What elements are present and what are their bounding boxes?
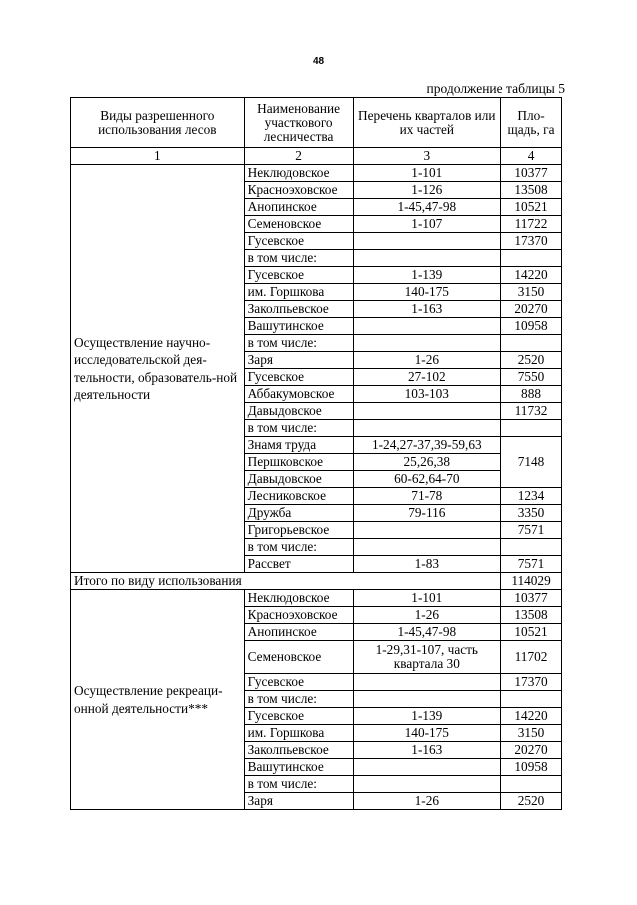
area-cell: 20270: [501, 301, 562, 318]
area-cell: [501, 420, 562, 437]
table-header-row: [71, 98, 562, 148]
quarters-cell: 140-175: [353, 284, 501, 301]
area-cell: [501, 539, 562, 556]
area-cell: 17370: [501, 674, 562, 691]
area-cell: 17370: [501, 233, 562, 250]
usage-type-cell: Осуществление научно-исследовательской дея-тельности, образователь-ной деятельности: [71, 165, 245, 573]
quarters-cell: 71-78: [353, 488, 501, 505]
column-number: 2: [244, 148, 353, 165]
column-number: 4: [501, 148, 562, 165]
area-cell: 3150: [501, 284, 562, 301]
forestry-cell: Дружба: [244, 505, 353, 522]
forestry-cell: в том числе:: [244, 691, 353, 708]
forestry-cell: в том числе:: [244, 539, 353, 556]
quarters-cell: 1-26: [353, 607, 501, 624]
area-cell: 888: [501, 386, 562, 403]
header-usage-type: Виды разрешенного использования лесов: [71, 98, 245, 148]
quarters-cell: 1-45,47-98: [353, 624, 501, 641]
forestry-cell: в том числе:: [244, 776, 353, 793]
area-cell: 10521: [501, 624, 562, 641]
column-number: 1: [71, 148, 245, 165]
area-cell: 10521: [501, 199, 562, 216]
forestry-cell: Неклюдовское: [244, 590, 353, 607]
quarters-cell: 140-175: [353, 725, 501, 742]
quarters-cell: 1-101: [353, 590, 501, 607]
area-cell: 7550: [501, 369, 562, 386]
quarters-cell: 60-62,64-70: [353, 471, 501, 488]
quarters-cell: 25,26,38: [353, 454, 501, 471]
page-number: 48: [312, 56, 325, 67]
forestry-cell: Гусевское: [244, 708, 353, 725]
forestry-cell: им. Горшкова: [244, 725, 353, 742]
area-cell: 14220: [501, 267, 562, 284]
forestry-cell: в том числе:: [244, 335, 353, 352]
forestry-cell: Неклюдовское: [244, 165, 353, 182]
quarters-cell: 1-107: [353, 216, 501, 233]
forestry-cell: Давыдовское: [244, 471, 353, 488]
area-cell: 11732: [501, 403, 562, 420]
quarters-cell: 1-126: [353, 182, 501, 199]
area-cell: [501, 335, 562, 352]
forestry-cell: Гусевское: [244, 267, 353, 284]
quarters-cell: [353, 759, 501, 776]
quarters-cell: [353, 335, 501, 352]
forestry-cell: Заря: [244, 793, 353, 810]
area-cell: [501, 776, 562, 793]
area-cell: 11722: [501, 216, 562, 233]
header-quarters-list: Перечень кварталов или их частей: [353, 98, 501, 148]
forestry-cell: в том числе:: [244, 420, 353, 437]
quarters-cell: [353, 522, 501, 539]
usage-type-cell: Осуществление рекреаци-онной деятельности***: [71, 590, 245, 810]
forestry-cell: Красноэховское: [244, 607, 353, 624]
forestry-cell: Анопинское: [244, 199, 353, 216]
quarters-cell: 1-83: [353, 556, 501, 573]
column-number: 3: [353, 148, 501, 165]
table-row: [71, 590, 562, 607]
quarters-cell: [353, 250, 501, 267]
forestry-cell: Аббакумовское: [244, 386, 353, 403]
area-cell: 10377: [501, 590, 562, 607]
quarters-cell: [353, 233, 501, 250]
quarters-cell: [353, 318, 501, 335]
quarters-cell: [353, 403, 501, 420]
total-label: Итого по виду использования: [71, 573, 501, 590]
quarters-cell: 1-45,47-98: [353, 199, 501, 216]
quarters-cell: [353, 691, 501, 708]
forestry-cell: Гусевское: [244, 369, 353, 386]
quarters-cell: 1-26: [353, 793, 501, 810]
area-cell: 3350: [501, 505, 562, 522]
quarters-cell: 1-24,27-37,39-59,63: [353, 437, 501, 454]
quarters-cell: 1-26: [353, 352, 501, 369]
area-cell: 10377: [501, 165, 562, 182]
column-number-row: [71, 148, 562, 165]
area-cell: 20270: [501, 742, 562, 759]
area-cell: [501, 691, 562, 708]
area-cell: [501, 250, 562, 267]
forestry-cell: Вашутинское: [244, 318, 353, 335]
area-cell: 7571: [501, 522, 562, 539]
forestry-cell: Гусевское: [244, 674, 353, 691]
total-area: 114029: [501, 573, 562, 590]
quarters-cell: [353, 420, 501, 437]
header-area: Пло-щадь, га: [501, 98, 562, 148]
forestry-cell: Заколпьевское: [244, 742, 353, 759]
area-cell: 13508: [501, 607, 562, 624]
area-cell: 10958: [501, 759, 562, 776]
forestry-cell: им. Горшкова: [244, 284, 353, 301]
forestry-cell: Рассвет: [244, 556, 353, 573]
forestry-cell: Заколпьевское: [244, 301, 353, 318]
area-cell: 13508: [501, 182, 562, 199]
quarters-cell: 1-139: [353, 708, 501, 725]
area-cell: 2520: [501, 793, 562, 810]
forestry-cell: Заря: [244, 352, 353, 369]
area-cell: 10958: [501, 318, 562, 335]
quarters-cell: 1-163: [353, 742, 501, 759]
quarters-cell: 1-163: [353, 301, 501, 318]
area-cell: 2520: [501, 352, 562, 369]
forestry-cell: Григорьевское: [244, 522, 353, 539]
quarters-cell: 1-101: [353, 165, 501, 182]
forestry-cell: в том числе:: [244, 250, 353, 267]
quarters-cell: 103-103: [353, 386, 501, 403]
forestry-cell: Давыдовское: [244, 403, 353, 420]
quarters-cell: [353, 776, 501, 793]
header-forestry-name: Наименование участкового лесничества: [244, 98, 353, 148]
quarters-cell: [353, 674, 501, 691]
forestry-cell: Першковское: [244, 454, 353, 471]
forestry-cell: Семеновское: [244, 216, 353, 233]
table-row: [71, 165, 562, 182]
area-cell: 3150: [501, 725, 562, 742]
quarters-cell: 79-116: [353, 505, 501, 522]
table-continuation-label: продолжение таблицы 5: [426, 81, 565, 96]
quarters-cell: [353, 539, 501, 556]
forestry-cell: Гусевское: [244, 233, 353, 250]
forest-use-table: [70, 97, 562, 810]
area-cell: 11702: [501, 641, 562, 674]
total-row: [71, 573, 562, 590]
quarters-cell: 1-139: [353, 267, 501, 284]
forestry-cell: Семеновское: [244, 641, 353, 674]
area-cell: 7571: [501, 556, 562, 573]
area-cell: 14220: [501, 708, 562, 725]
quarters-cell: 1-29,31-107, часть квартала 30: [353, 641, 501, 674]
forestry-cell: Анопинское: [244, 624, 353, 641]
forestry-cell: Знамя труда: [244, 437, 353, 454]
forestry-cell: Вашутинское: [244, 759, 353, 776]
area-cell-merged: 7148: [501, 437, 562, 488]
forestry-cell: Лесниковское: [244, 488, 353, 505]
forestry-cell: Красноэховское: [244, 182, 353, 199]
area-cell: 1234: [501, 488, 562, 505]
quarters-cell: 27-102: [353, 369, 501, 386]
